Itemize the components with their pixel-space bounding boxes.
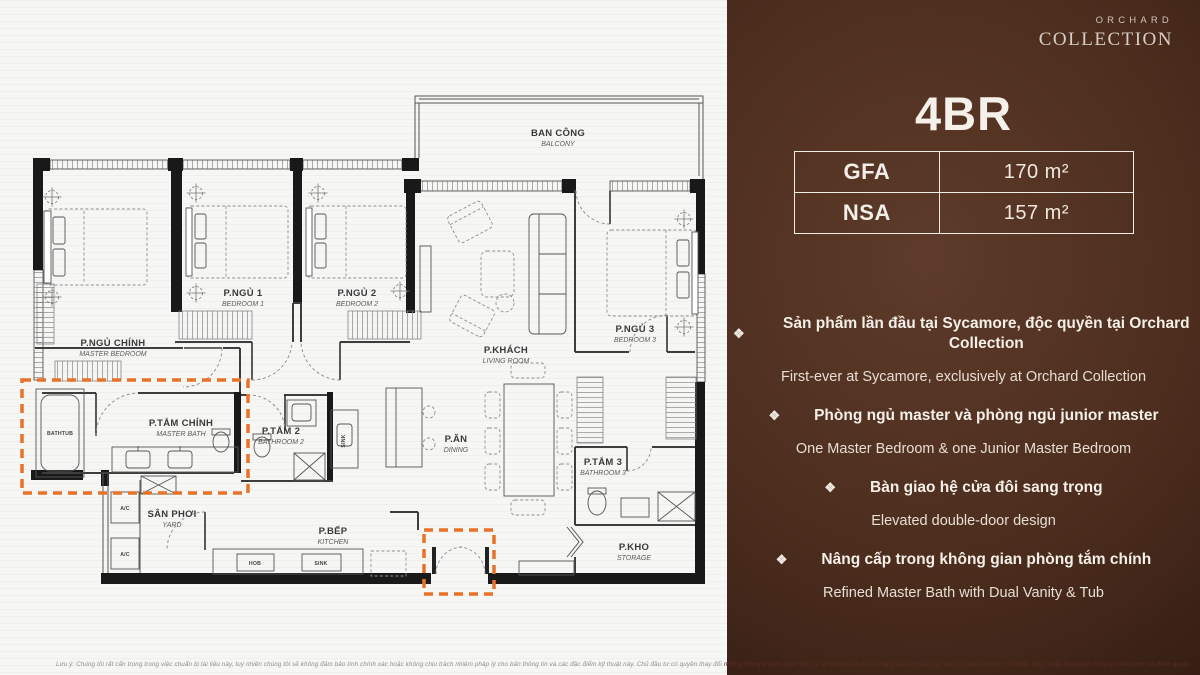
room-label-bedroom1-en: BEDROOM 1	[221, 301, 265, 308]
room-label-kitchen-vi: P.BẾP	[318, 526, 348, 537]
room-label-master-bath-en: MASTER BATH	[156, 431, 206, 438]
feature-item	[733, 550, 1194, 603]
nsa-value: 157 m²	[940, 193, 1133, 234]
room-label-bathroom3-vi: P.TẮM 3	[583, 457, 623, 468]
room-label-bedroom2-vi: P.NGỦ 2	[337, 288, 377, 299]
bathtub-label: BATHTUB	[46, 431, 74, 437]
sink-counter-label: SINK	[341, 434, 347, 448]
room-label-master-bedroom-en: MASTER BEDROOM	[79, 351, 147, 358]
living-room-furniture	[420, 200, 566, 338]
diamond-bullet-icon: ❖	[775, 552, 788, 567]
gfa-value: 170 m²	[940, 152, 1133, 193]
brand-orchard: ORCHARD	[1095, 15, 1173, 26]
bed-master	[43, 188, 148, 307]
feature-en-text: Refined Master Bath with Dual Vanity & Tub	[822, 585, 1104, 601]
disclaimer-light-text: Lưu ý: Chúng tôi rất cẩn trọng trong việc chuẩn bị tài liệu này, tuy nhiên chúng tôi sẽ không đảm bảo tính chính xác hoặc không chịu trách nhiệm pháp lý cho bản thông tin và các đặc điểm kỹ thuật này. Chủ đầu tư có quyền thay đổi	[56, 661, 722, 668]
feature-vi-text: Nâng cấp trong không gian phòng tắm chính	[821, 551, 1152, 568]
feature-vi-text: Phòng ngủ master và phòng ngủ junior master	[814, 407, 1159, 424]
feature-en-text: One Master Bedroom & one Junior Master Bedroom	[795, 441, 1132, 457]
room-label-dining-en: DINING	[443, 447, 469, 454]
room-label-yard-en: YARD	[162, 522, 182, 529]
bathroom3-fixtures	[588, 488, 695, 521]
brand-collection: COLLECTION	[1038, 28, 1173, 50]
room-label-bedroom1-vi: P.NGỦ 1	[223, 288, 263, 299]
ac-label-2: A/C	[120, 552, 130, 558]
disclaimer	[56, 661, 1192, 668]
feature-vi-text: Bàn giao hệ cửa đôi sang trọng	[870, 479, 1103, 496]
diamond-bullet-icon: ❖	[824, 480, 837, 495]
room-label-bedroom3-en: BEDROOM 3	[613, 337, 657, 344]
ac-label-1: A/C	[120, 506, 130, 512]
diamond-bullet-icon: ❖	[733, 326, 745, 341]
feature-vi-line	[733, 550, 1194, 570]
table-row	[794, 193, 1133, 234]
feature-vi-line	[733, 314, 1194, 354]
room-label-living-vi: P.KHÁCH	[483, 345, 529, 356]
walls	[31, 158, 705, 584]
feature-list	[733, 300, 1194, 622]
room-label-yard-vi: SÂN PHƠI	[147, 509, 197, 520]
bed-2	[306, 184, 410, 301]
spec-table	[794, 151, 1134, 234]
feature-item	[733, 478, 1194, 531]
room-label-living-en: LIVING ROOM	[482, 358, 530, 365]
fixture-labels	[47, 431, 347, 567]
diamond-bullet-icon: ❖	[768, 408, 781, 423]
room-label-bathroom3-en: BATHROOM 3	[580, 470, 626, 477]
feature-vi-line	[733, 406, 1194, 426]
room-label-kitchen-en: KITCHEN	[317, 539, 349, 546]
room-label-bedroom2-en: BEDROOM 2	[335, 301, 379, 308]
sink-kitchen-label: SINK	[314, 561, 328, 567]
feature-en-text: Elevated double-door design	[871, 513, 1056, 529]
gfa-label: GFA	[794, 152, 940, 193]
unit-type-title: 4BR	[914, 87, 1013, 140]
brand-logo	[1039, 16, 1173, 49]
room-label-master-bedroom-vi: P.NGỦ CHÍNH	[80, 338, 146, 349]
feature-en-text: First-ever at Sycamore, exclusively at Orchard Collection	[780, 369, 1147, 385]
bed-3	[607, 210, 698, 337]
room-label-master-bath-vi: P.TẮM CHÍNH	[148, 418, 214, 429]
feature-item	[733, 314, 1194, 387]
room-label-bathroom2-en: BATHROOM 2	[258, 439, 304, 446]
nsa-label: NSA	[794, 193, 940, 234]
info-panel	[727, 0, 1200, 675]
room-label-bedroom3-vi: P.NGỦ 3	[615, 324, 655, 335]
table-row	[794, 152, 1133, 193]
room-label-balcony-en: BALCONY	[541, 141, 575, 148]
hob-label: HOB	[248, 561, 262, 567]
dining-furniture	[386, 363, 572, 515]
bed-1	[186, 184, 288, 303]
room-label-storage-en: STORAGE	[616, 555, 652, 562]
feature-vi-line	[733, 478, 1194, 498]
room-label-balcony-vi: BAN CÔNG	[530, 128, 586, 139]
feature-item	[733, 406, 1194, 459]
disclaimer-dark-text: những thông tin liên quan đến dự án hoặc toàn bộ những phát sinh sau này sao cho phù hợp thực tế hoặc được chấp thuận bởi cơ quan nhà nước có thẩm quyền.	[721, 661, 1193, 668]
room-label-dining-vi: P.ĂN	[444, 434, 468, 445]
room-label-bathroom2-vi: P.TẮM 2	[261, 426, 301, 437]
room-label-storage-vi: P.KHO	[618, 542, 650, 553]
feature-vi-text: Sản phẩm lần đầu tại Sycamore, độc quyền tại Orchard Collection	[783, 315, 1190, 352]
